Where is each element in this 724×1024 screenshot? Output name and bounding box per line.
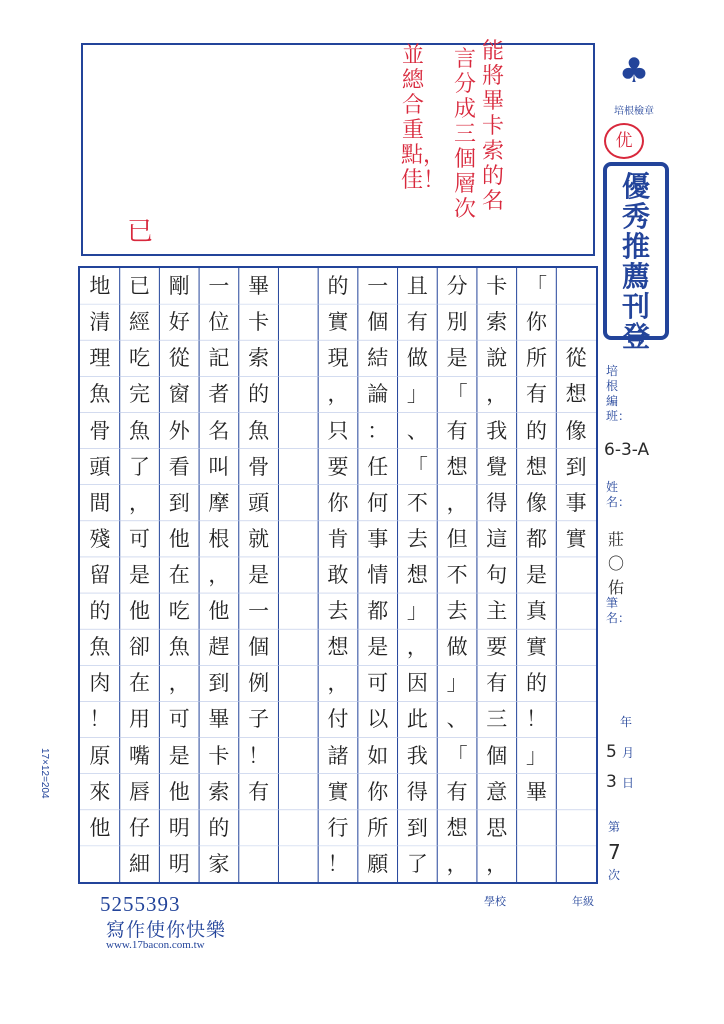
essay-char: ， — [208, 563, 230, 587]
essay-char: ， — [168, 671, 190, 696]
essay-char: 實 — [327, 310, 349, 335]
essay-char: 到 — [168, 490, 190, 515]
essay-char: 他 — [208, 599, 230, 624]
essay-char: 魚 — [129, 418, 151, 443]
essay-char: 卡 — [248, 310, 270, 335]
essay-char: 畢 — [525, 779, 547, 804]
essay-char: 魚 — [248, 418, 270, 443]
essay-char: 卡 — [486, 274, 508, 299]
essay-char: 行 — [327, 815, 349, 840]
essay-char: ， — [327, 382, 349, 407]
essay-char: ， — [406, 635, 428, 660]
essay-char: 趕 — [208, 635, 230, 660]
essay-char: ！ — [89, 707, 111, 732]
essay-char: 到 — [565, 454, 587, 479]
essay-char: 去 — [327, 599, 349, 624]
day-label: 日 — [622, 776, 635, 790]
essay-char: 有 — [525, 382, 547, 407]
comment-column-1: 能將畢卡索的名 — [481, 39, 504, 214]
essay-char: 敢 — [327, 563, 349, 587]
essay-char: 可 — [367, 671, 389, 696]
essay-char: 名 — [208, 418, 230, 443]
essay-char: 但 — [446, 526, 468, 551]
essay-char: 卡 — [208, 743, 230, 768]
essay-char: 你 — [327, 490, 349, 515]
essay-char: 索 — [248, 346, 270, 371]
essay-char: 像 — [565, 418, 587, 443]
essay-char: ， — [446, 851, 468, 876]
essay-char: 明 — [168, 815, 190, 840]
count-value: 7 — [608, 840, 621, 864]
essay-char: 「 — [446, 382, 468, 407]
essay-char: 了 — [129, 454, 151, 479]
essay-char: 地 — [89, 274, 111, 299]
essay-char: 魚 — [89, 635, 111, 660]
essay-char: 這 — [486, 526, 508, 551]
essay-char: 如 — [367, 743, 389, 768]
essay-char: 好 — [168, 310, 190, 335]
essay-char: 做 — [446, 635, 468, 660]
essay-char: 是 — [525, 563, 547, 587]
essay-char: 實 — [525, 635, 547, 660]
essay-char: 有 — [486, 671, 508, 696]
essay-char: 我 — [406, 743, 428, 768]
essay-char: 都 — [367, 599, 389, 624]
essay-char: 我 — [486, 418, 508, 443]
banner-char: 薦 — [621, 260, 650, 293]
essay-char: 只 — [327, 418, 349, 443]
essay-char: 清 — [89, 310, 111, 335]
essay-char: 骨 — [248, 454, 270, 479]
essay-char: 理 — [89, 346, 111, 371]
essay-char: 從 — [168, 346, 190, 371]
banner-char: 優 — [621, 170, 650, 203]
essay-char: ！ — [248, 743, 270, 768]
essay-char: 「 — [525, 274, 547, 299]
paper-code: 5255393 — [100, 892, 181, 916]
essay-char: 要 — [486, 635, 508, 660]
essay-char: 他 — [168, 526, 190, 551]
essay-char: 到 — [208, 671, 230, 696]
essay-char: 想 — [565, 382, 587, 407]
essay-char: 思 — [486, 815, 508, 840]
banner-char: 登 — [621, 320, 650, 353]
essay-char: 、 — [446, 707, 468, 732]
teacher-comment-box — [81, 39, 595, 256]
essay-char: 願 — [367, 851, 389, 876]
essay-char: 嘴 — [129, 743, 151, 768]
essay-char: 留 — [89, 563, 111, 587]
essay-char: 何 — [367, 490, 389, 515]
essay-char: ， — [129, 490, 151, 515]
essay-char: 間 — [89, 490, 111, 515]
count-prefix: 第 — [608, 820, 621, 834]
essay-char: 已 — [129, 274, 151, 299]
bacon-stamp — [604, 42, 664, 122]
essay-char: 可 — [168, 707, 190, 732]
essay-char: 像 — [525, 490, 547, 515]
essay-char: 」 — [406, 599, 428, 624]
essay-char: 例 — [248, 671, 270, 696]
essay-char: 明 — [168, 851, 190, 876]
essay-char: 任 — [367, 454, 389, 479]
essay-char: 真 — [525, 599, 547, 624]
essay-char: ， — [486, 382, 508, 407]
essay-char: 事 — [367, 526, 389, 551]
essay-char: 畢 — [208, 707, 230, 732]
essay-char: 分 — [446, 274, 468, 299]
essay-char: 用 — [129, 707, 151, 732]
essay-char: 實 — [565, 526, 587, 551]
essay-char: 骨 — [89, 418, 111, 443]
essay-char: 的 — [525, 671, 547, 696]
essay-char: 因 — [406, 671, 428, 696]
essay-char: 想 — [525, 454, 547, 479]
essay-char: 現 — [327, 346, 349, 371]
essay-char: 情 — [367, 563, 389, 587]
essay-char: 是 — [446, 346, 468, 371]
essay-char: 畢 — [248, 274, 270, 299]
essay-char: 要 — [327, 454, 349, 479]
essay-char: 都 — [525, 526, 547, 551]
student-info — [606, 360, 662, 900]
essay-char: 來 — [89, 779, 111, 804]
grade-label: 年級 — [572, 895, 594, 908]
essay-char: 你 — [367, 779, 389, 804]
essay-char: 位 — [208, 310, 230, 335]
essay-char: 是 — [129, 563, 151, 587]
essay-char: 諸 — [327, 743, 349, 768]
essay-char: 的 — [208, 815, 230, 840]
banner-char: 推 — [621, 230, 650, 263]
essay-char: 窗 — [168, 382, 190, 407]
essay-char: 一 — [208, 274, 230, 299]
essay-char: 可 — [129, 526, 151, 551]
month-value: 5 — [606, 742, 617, 762]
essay-char: 細 — [129, 851, 151, 876]
essay-char: 在 — [129, 671, 151, 696]
essay-char: 「 — [406, 454, 428, 479]
essay-char: 根 — [208, 526, 230, 551]
essay-char: 肉 — [89, 671, 111, 696]
essay-char: 去 — [446, 599, 468, 624]
essay-char: 做 — [406, 346, 428, 371]
essay-char: 別 — [446, 310, 468, 335]
essay-char: 看 — [168, 454, 190, 479]
essay-char: 是 — [367, 635, 389, 660]
name-label: 姓名： — [606, 480, 631, 509]
essay-char: 到 — [406, 815, 428, 840]
essay-char: 唇 — [129, 779, 151, 804]
essay-char: 、 — [406, 418, 428, 443]
essay-char: 不 — [446, 563, 468, 587]
comment-column-3: 並總合重點，佳！ — [401, 43, 446, 193]
review-mark: 已 — [127, 217, 154, 247]
essay-char: 結 — [367, 346, 389, 371]
essay-char: 一 — [248, 599, 270, 624]
essay-char: 意 — [486, 779, 508, 804]
essay-char: 記 — [208, 346, 230, 371]
day-value: 3 — [606, 772, 617, 792]
essay-char: 魚 — [89, 382, 111, 407]
name-value: 莊〇佑 — [608, 530, 625, 597]
essay-char: 且 — [406, 274, 428, 299]
essay-char: 想 — [446, 815, 468, 840]
essay-char: ， — [327, 671, 349, 696]
essay-char: 此 — [406, 707, 428, 732]
essay-char: ！ — [525, 707, 547, 732]
stamp-label: 培根檢章 — [614, 106, 654, 117]
essay-char: 他 — [129, 599, 151, 624]
essay-char: 想 — [327, 635, 349, 660]
essay-char: 摩 — [208, 490, 230, 515]
essay-char: 有 — [248, 779, 270, 804]
essay-char: 論 — [367, 382, 389, 407]
essay-char: 想 — [406, 563, 428, 587]
essay-char: 他 — [89, 815, 111, 840]
essay-char: 就 — [248, 526, 270, 551]
essay-char: 經 — [129, 310, 151, 335]
essay-char: 殘 — [89, 526, 111, 551]
essay-char: 三 — [486, 707, 508, 732]
essay-char: 付 — [327, 707, 349, 732]
essay-char: ， — [486, 851, 508, 876]
count-suffix: 次 — [608, 868, 621, 882]
grid-spec: 17×12=204 — [39, 748, 50, 799]
website-link[interactable]: www.17bacon.com.tw — [106, 939, 205, 951]
essay-char: 的 — [525, 418, 547, 443]
essay-char: 魚 — [168, 635, 190, 660]
essay-char: ， — [446, 490, 468, 515]
essay-char: ： — [367, 418, 389, 443]
essay-char: 家 — [208, 851, 230, 876]
class-label: 培根編班： — [606, 364, 631, 423]
banner-char: 秀 — [621, 200, 650, 233]
essay-char: 「 — [446, 743, 468, 768]
essay-char: 卻 — [129, 635, 151, 660]
essay-char: 個 — [367, 310, 389, 335]
essay-char: 實 — [327, 779, 349, 804]
class-value: 6-3-A — [604, 440, 650, 460]
essay-char: 在 — [168, 563, 190, 587]
essay-char: 剛 — [168, 274, 190, 299]
essay-char: 一 — [367, 274, 389, 299]
essay-char: 以 — [367, 707, 389, 732]
essay-char: ！ — [327, 851, 349, 876]
essay-char: 原 — [89, 743, 111, 768]
essay-char: 外 — [168, 418, 190, 443]
essay-char: 的 — [89, 599, 111, 624]
banner-char: 刊 — [621, 290, 650, 323]
essay-char: 」 — [525, 743, 547, 768]
slogan: 寫作使你快樂 — [106, 919, 227, 941]
essay-char: 頭 — [89, 454, 111, 479]
essay-char: 想 — [446, 454, 468, 479]
essay-char: 說 — [486, 346, 508, 371]
essay-char: 句 — [486, 563, 508, 587]
essay-char: 得 — [406, 779, 428, 804]
essay-char: 者 — [208, 382, 230, 407]
essay-char: 是 — [168, 743, 190, 768]
essay-char: 個 — [486, 743, 508, 768]
essay-char: 頭 — [248, 490, 270, 515]
essay-char: 子 — [248, 707, 270, 732]
essay-char: 不 — [406, 490, 428, 515]
essay-char: 個 — [248, 635, 270, 660]
essay-char: 索 — [486, 310, 508, 335]
essay-char: 事 — [565, 490, 587, 515]
essay-char: 有 — [446, 779, 468, 804]
essay-char: 肯 — [327, 526, 349, 551]
essay-char: 所 — [367, 815, 389, 840]
essay-char: 索 — [208, 779, 230, 804]
pen-name-label: 筆名： — [606, 596, 631, 625]
school-label: 學校 — [484, 895, 506, 908]
essay-char: 有 — [446, 418, 468, 443]
grade-mark: 优 — [604, 123, 644, 159]
essay-char: 得 — [486, 490, 508, 515]
essay-char: 你 — [525, 310, 547, 335]
essay-char: 所 — [525, 346, 547, 371]
essay-char: 吃 — [129, 346, 151, 371]
essay-char: 的 — [327, 274, 349, 299]
essay-char: 完 — [129, 382, 151, 407]
essay-char: 從 — [565, 346, 587, 371]
essay-char: 了 — [406, 851, 428, 876]
essay-char: 吃 — [168, 599, 190, 624]
year-label: 年 — [620, 715, 633, 729]
tree-logo-icon: ♣ — [618, 51, 650, 91]
essay-char: 的 — [248, 382, 270, 407]
essay-char: 」 — [406, 382, 428, 407]
essay-grid — [78, 266, 598, 884]
essay-char: 去 — [406, 526, 428, 551]
essay-char: 覺 — [486, 454, 508, 479]
month-label: 月 — [622, 746, 635, 760]
essay-char: 有 — [406, 310, 428, 335]
essay-char: 他 — [168, 779, 190, 804]
essay-char: 叫 — [208, 454, 230, 479]
essay-char: 」 — [446, 671, 468, 696]
essay-char: 是 — [248, 563, 270, 587]
essay-char: 主 — [486, 599, 508, 624]
essay-char: 仔 — [129, 815, 151, 840]
recommend-banner — [603, 162, 669, 353]
comment-column-2: 言分成三個層次 — [453, 47, 476, 222]
